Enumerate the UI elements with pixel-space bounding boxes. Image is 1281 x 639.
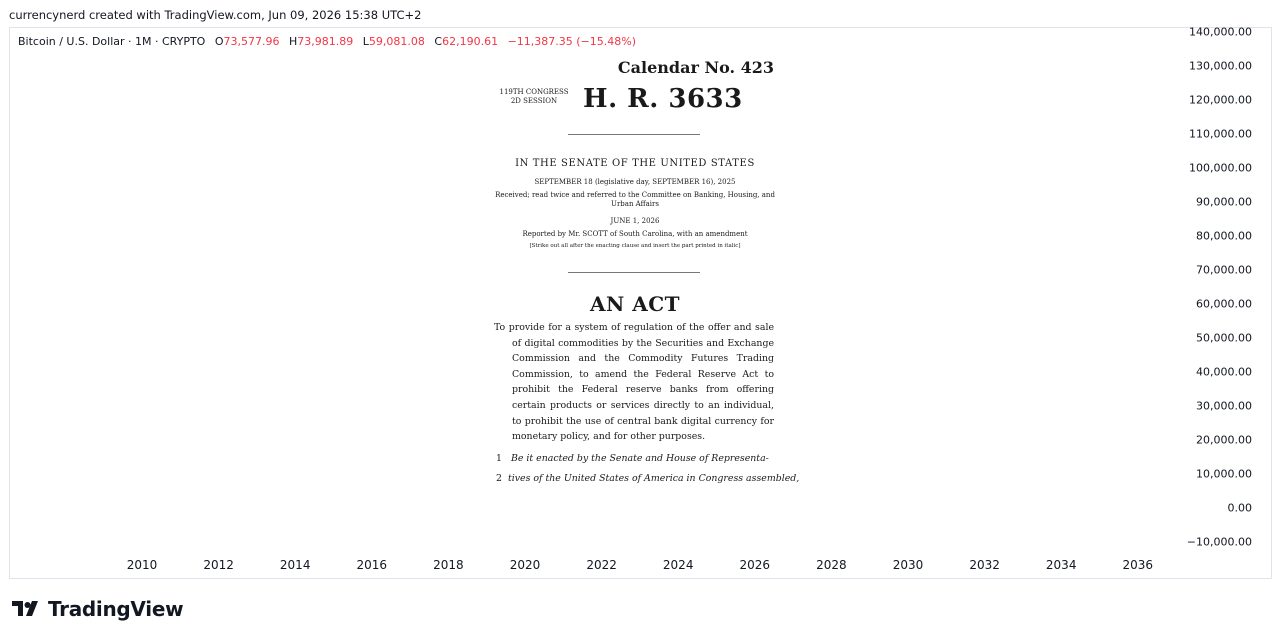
time-tick-label: 2030: [892, 558, 924, 572]
congress-label: 119TH CONGRESS: [499, 88, 569, 96]
purpose-text: To provide for a system of regulation of the offer and sale of digital commodities by the Securities and Exchange Commission and the Commodity Futures Trading Commission, to amend the Federal Reserve Act to prohibit the Federal reserve banks from offering certain products or services directly to an individual, to prohibit the use of central bank digital currency for monetary policy, and for other purposes.: [494, 322, 774, 443]
price-tick-label: 140,000.00: [1189, 25, 1252, 39]
bill-number: H. R. 3633: [583, 84, 743, 114]
low-label: L: [362, 35, 369, 48]
price-axis[interactable]: [1186, 0, 1270, 560]
enacting-line-2: [490, 473, 800, 484]
price-tick-label: 70,000.00: [1196, 263, 1252, 277]
bill-document-image: [490, 56, 800, 496]
act-purpose: [494, 320, 774, 445]
tradingview-logo-icon: [12, 601, 42, 617]
change-value: −11,387.35 (−15.48%): [507, 35, 637, 48]
price-tick-label: 100,000.00: [1189, 161, 1252, 175]
time-tick-label: 2020: [509, 558, 541, 572]
time-tick-label: 2010: [126, 558, 158, 572]
time-tick-label: 2014: [279, 558, 311, 572]
open-label: O: [214, 35, 224, 48]
price-tick-label: −10,000.00: [1186, 535, 1252, 549]
enacting-text-2: tives of the United States of America in Congress assembled,: [508, 473, 800, 484]
time-tick-label: 2034: [1045, 558, 1077, 572]
close-label: C: [434, 35, 443, 48]
price-tick-label: 60,000.00: [1196, 297, 1252, 311]
open-value: 73,577.96: [223, 35, 280, 48]
received-line-2: Urban Affairs: [611, 200, 659, 208]
senate-heading: IN THE SENATE OF THE UNITED STATES: [515, 158, 755, 169]
line-number-2: 2: [496, 473, 502, 484]
high-value: 73,981.89: [297, 35, 354, 48]
tradingview-logo-text: TradingView: [48, 597, 184, 621]
june-date: JUNE 1, 2026: [610, 217, 660, 225]
time-tick-label: 2018: [433, 558, 464, 572]
congress-session: [494, 88, 574, 106]
session-label: 2D SESSION: [510, 97, 558, 105]
low-value: 59,081.08: [368, 35, 425, 48]
price-tick-label: 120,000.00: [1189, 93, 1252, 107]
price-tick-label: 10,000.00: [1196, 467, 1252, 481]
price-tick-label: 130,000.00: [1189, 59, 1252, 73]
price-tick-label: 80,000.00: [1196, 229, 1252, 243]
close-value: 62,190.61: [442, 35, 499, 48]
enacting-text-1: Be it enacted by the Senate and House of Representa-: [510, 453, 769, 464]
divider-bottom: [568, 272, 700, 273]
time-tick-label: 2032: [969, 558, 1000, 572]
time-tick-label: 2022: [586, 558, 617, 572]
calendar-number: Calendar No. 423: [617, 58, 774, 77]
time-tick-label: 2026: [739, 558, 771, 572]
time-tick-label: 2016: [356, 558, 388, 572]
price-tick-label: 0.00: [1227, 501, 1252, 515]
price-tick-label: 90,000.00: [1196, 195, 1252, 209]
chart-created-caption: currencynerd created with TradingView.com, Jun 09, 2026 15:38 UTC+2: [9, 8, 422, 22]
reported-line: Reported by Mr. SCOTT of South Carolina, with an amendment: [522, 230, 748, 238]
divider-top: [568, 134, 700, 135]
act-title: AN ACT: [589, 292, 681, 316]
received-line-1: Received; read twice and referred to the Committee on Banking, Housing, and: [495, 191, 775, 199]
time-tick-label: 2012: [203, 558, 234, 572]
price-tick-label: 20,000.00: [1196, 433, 1252, 447]
symbol-name[interactable]: Bitcoin / U.S. Dollar · 1M · CRYPTO: [18, 35, 206, 48]
price-tick-label: 40,000.00: [1196, 365, 1252, 379]
time-tick-label: 2028: [816, 558, 847, 572]
price-tick-label: 50,000.00: [1196, 331, 1252, 345]
enacting-line-1: [490, 453, 780, 464]
price-tick-label: 30,000.00: [1196, 399, 1252, 413]
price-tick-label: 110,000.00: [1189, 127, 1252, 141]
tradingview-logo[interactable]: [12, 597, 183, 621]
date-line: SEPTEMBER 18 (legislative day, SEPTEMBER 16), 2025: [534, 178, 736, 186]
time-tick-label: 2036: [1122, 558, 1154, 572]
symbol-legend: [18, 35, 636, 48]
line-number-1: 1: [496, 453, 502, 464]
strike-note: [Strike out all after the enacting clause and insert the part printed in italic]: [529, 243, 741, 249]
time-tick-label: 2024: [662, 558, 694, 572]
high-label: H: [289, 35, 298, 48]
